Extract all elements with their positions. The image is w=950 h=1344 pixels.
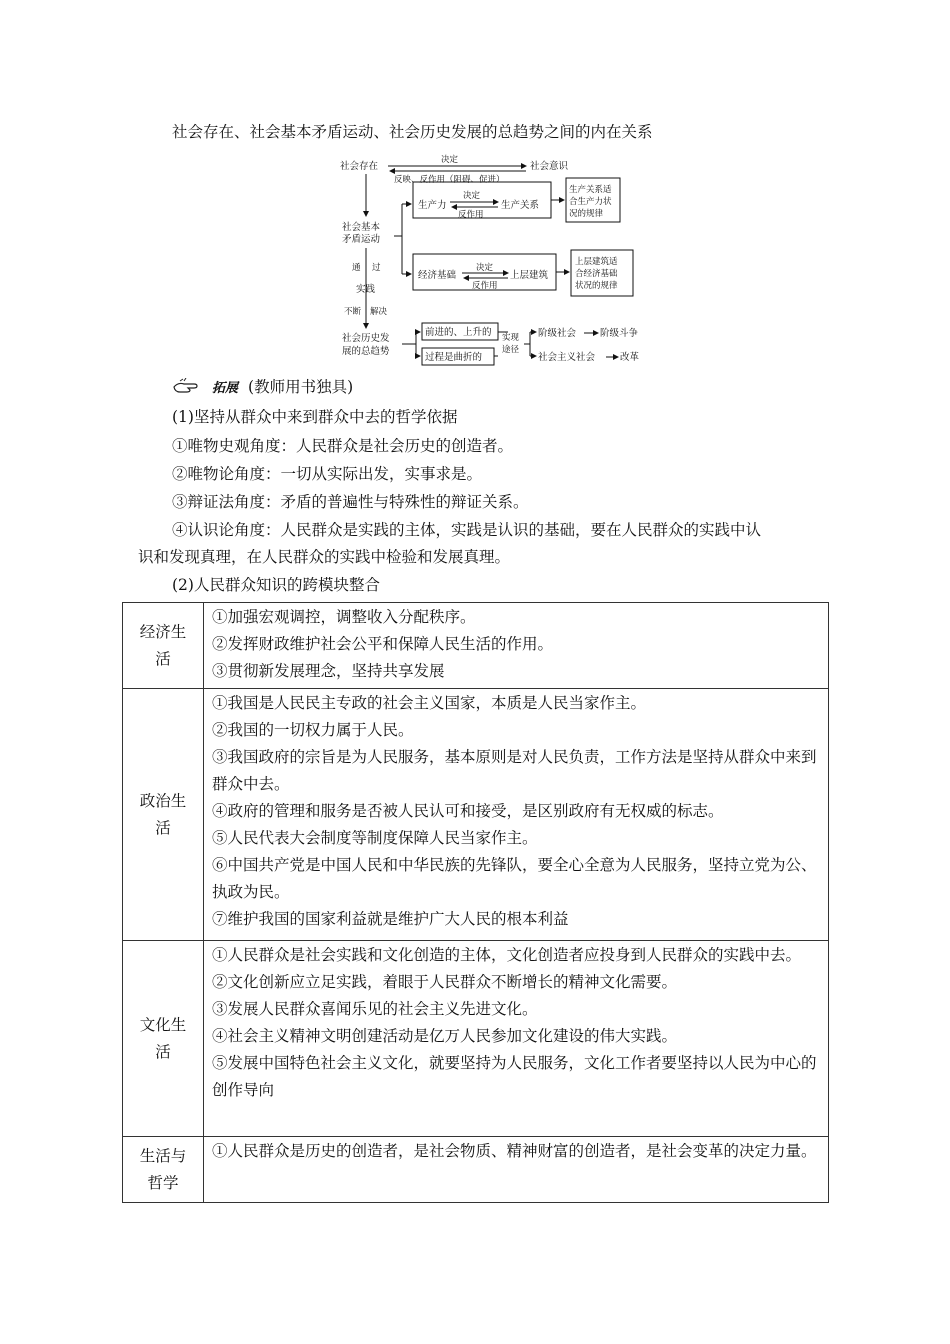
node-tortuous: 过程是曲折的 bbox=[425, 352, 483, 363]
node-social-existence: 社会存在 bbox=[340, 161, 379, 172]
expansion-note: (教师用书独具) bbox=[248, 378, 354, 396]
philosophy-point-3: ③辩证法角度：矛盾的普遍性与特殊性的辩证关系。 bbox=[172, 493, 529, 511]
label-react-2: 反作用 bbox=[458, 210, 484, 220]
node-economic-base: 经济基础 bbox=[418, 270, 457, 281]
category-label: 哲学 bbox=[147, 1173, 179, 1192]
law2-line2: 合经济基础 bbox=[575, 269, 618, 279]
list-item: ①我国是人民民主专政的社会主义国家，本质是人民当家作主。 bbox=[212, 694, 647, 712]
node-forward: 前进的、上升的 bbox=[425, 327, 492, 338]
label-through-2: 过 bbox=[372, 263, 381, 273]
content-cell bbox=[204, 941, 829, 1137]
list-item: ⑤人民代表大会制度等制度保障人民当家作主。 bbox=[212, 829, 538, 847]
expansion-header bbox=[172, 375, 353, 397]
content-cell bbox=[204, 1137, 829, 1203]
label-determines-3: 决定 bbox=[476, 263, 494, 273]
label-realize-2: 途径 bbox=[502, 345, 520, 355]
node-trend-line1: 社会历史发 bbox=[342, 333, 390, 344]
expansion-label: 拓展 bbox=[212, 380, 239, 396]
philosophy-point-4-line2: 识和发现真理，在人民群众的实践中检验和发展真理。 bbox=[138, 548, 511, 566]
list-item: ③我国政府的宗旨是为人民服务，基本原则是对人民负责，工作方法是坚持从群众中来到群众中去。 bbox=[212, 748, 817, 793]
cross-module-table bbox=[122, 602, 829, 1203]
list-item: ④政府的管理和服务是否被人民认可和接受，是区别政府有无权威的标志。 bbox=[212, 802, 724, 820]
list-item: ②我国的一切权力属于人民。 bbox=[212, 721, 414, 739]
section2-title: (2)人民群众知识的跨模块整合 bbox=[172, 576, 380, 594]
law1-line1: 生产关系适 bbox=[569, 185, 612, 195]
expansion-hand-icon bbox=[172, 378, 202, 394]
node-socialist-society: 社会主义社会 bbox=[538, 352, 596, 363]
node-class-society: 阶级社会 bbox=[538, 328, 577, 339]
list-item: ①人民群众是社会实践和文化创造的主体，文化创造者应投身到人民群众的实践中去。 bbox=[212, 946, 802, 964]
node-productive-forces: 生产力 bbox=[418, 200, 447, 211]
category-label: 活 bbox=[155, 818, 171, 837]
category-label: 经济生 bbox=[139, 622, 187, 641]
node-superstructure: 上层建筑 bbox=[510, 270, 549, 281]
category-label: 生活与 bbox=[139, 1146, 187, 1165]
label-through-1: 通 bbox=[352, 263, 361, 273]
table-row bbox=[123, 941, 829, 1137]
law1-line2: 合生产力状 bbox=[569, 197, 612, 207]
node-reform: 改革 bbox=[620, 352, 640, 363]
list-item: ①人民群众是历史的创造者，是社会物质、精神财富的创造者，是社会变革的决定力量。 bbox=[212, 1142, 817, 1160]
list-item: ⑦维护我国的国家利益就是维护广大人民的根本利益 bbox=[212, 910, 569, 928]
node-social-consciousness: 社会意识 bbox=[530, 161, 569, 172]
social-relations-diagram bbox=[338, 152, 658, 370]
list-item: ②文化创新应立足实践，着眼于人民群众不断增长的精神文化需要。 bbox=[212, 973, 678, 991]
label-practice: 实践 bbox=[356, 284, 376, 295]
label-continuously: 不断 bbox=[344, 307, 362, 317]
category-cell bbox=[123, 941, 204, 1137]
philosophy-point-2: ②唯物论角度：一切从实际出发，实事求是。 bbox=[172, 465, 483, 483]
section1-title: (1)坚持从群众中来到群众中去的哲学依据 bbox=[172, 408, 458, 426]
node-production-relations: 生产关系 bbox=[501, 200, 540, 211]
category-cell bbox=[123, 603, 204, 689]
content-cell bbox=[204, 603, 829, 689]
content-cell bbox=[204, 689, 829, 941]
node-basic-contradiction-line1: 社会基本 bbox=[342, 222, 381, 233]
category-cell bbox=[123, 689, 204, 941]
category-label: 活 bbox=[155, 649, 171, 668]
label-realize-1: 实现 bbox=[502, 333, 520, 343]
category-label: 活 bbox=[155, 1042, 171, 1061]
label-determines: 决定 bbox=[441, 155, 459, 165]
label-determines-2: 决定 bbox=[463, 191, 481, 201]
category-label: 政治生 bbox=[139, 791, 187, 810]
list-item: ⑤发展中国特色社会主义文化，就要坚持为人民服务，文化工作者要坚持以人民为中心的创作导向 bbox=[212, 1054, 817, 1099]
list-item: ⑥中国共产党是中国人民和中华民族的先锋队，要全心全意为人民服务，坚持立党为公、执政为民。 bbox=[212, 856, 817, 901]
node-basic-contradiction-line2: 矛盾运动 bbox=[342, 234, 381, 245]
philosophy-point-4-line1: ④认识论角度：人民群众是实践的主体，实践是认识的基础，要在人民群众的实践中认 bbox=[172, 521, 762, 539]
label-resolve: 解决 bbox=[370, 307, 388, 317]
list-item: ①加强宏观调控，调整收入分配秩序。 bbox=[212, 608, 476, 626]
table-row bbox=[123, 1137, 829, 1203]
list-item: ③发展人民群众喜闻乐见的社会主义先进文化。 bbox=[212, 1000, 538, 1018]
law2-line3: 状况的规律 bbox=[575, 281, 618, 291]
node-trend-line2: 展的总趋势 bbox=[342, 346, 390, 357]
label-reflect-react: 反映、反作用（阻碍、促进） bbox=[394, 175, 505, 185]
category-cell bbox=[123, 1137, 204, 1203]
table-row bbox=[123, 603, 829, 689]
list-item: ②发挥财政维护社会公平和保障人民生活的作用。 bbox=[212, 635, 554, 653]
law2-line1: 上层建筑适 bbox=[575, 257, 618, 267]
table-row bbox=[123, 689, 829, 941]
philosophy-point-1: ①唯物史观角度：人民群众是社会历史的创造者。 bbox=[172, 437, 514, 455]
list-item: ④社会主义精神文明创建活动是亿万人民参加文化建设的伟大实践。 bbox=[212, 1027, 678, 1045]
law1-line3: 况的规律 bbox=[569, 209, 604, 219]
node-class-struggle: 阶级斗争 bbox=[600, 328, 639, 339]
diagram-heading: 社会存在、社会基本矛盾运动、社会历史发展的总趋势之间的内在关系 bbox=[172, 123, 653, 141]
category-label: 文化生 bbox=[139, 1015, 187, 1034]
label-react-3: 反作用 bbox=[472, 281, 498, 291]
list-item: ③贯彻新发展理念，坚持共享发展 bbox=[212, 662, 445, 680]
